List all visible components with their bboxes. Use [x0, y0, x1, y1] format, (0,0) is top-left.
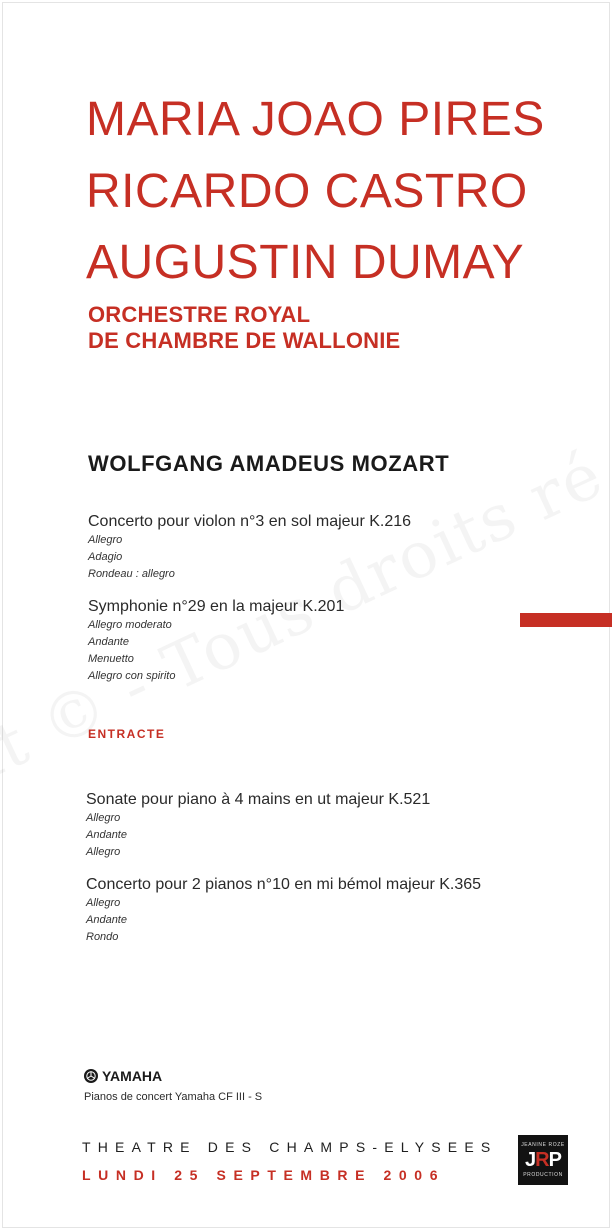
intermission-label: ENTRACTE	[88, 727, 166, 741]
yamaha-tuning-forks-icon	[84, 1069, 98, 1083]
movement: Andante	[86, 914, 127, 926]
artist-name: RICARDO CASTRO	[86, 165, 528, 218]
orchestra-line-2: DE CHAMBRE DE WALLONIE	[88, 328, 401, 353]
movement: Allegro	[86, 846, 121, 858]
jrp-letter-r: R	[535, 1149, 549, 1171]
concert-date: LUNDI 25 SEPTEMBRE 2006	[82, 1167, 446, 1183]
venue-name: THEATRE DES CHAMPS-ELYSEES	[82, 1139, 498, 1155]
jrp-monogram	[525, 1150, 561, 1170]
program-work	[86, 790, 430, 861]
program-work	[88, 512, 411, 583]
jrp-letter-j: J	[525, 1149, 536, 1171]
yamaha-logo	[84, 1068, 162, 1084]
work-title: Concerto pour 2 pianos n°10 en mi bémol majeur K.365	[86, 876, 482, 893]
composer-name: WOLFGANG AMADEUS MOZART	[88, 451, 450, 476]
program-work	[86, 875, 481, 946]
movement: Allegro	[86, 897, 121, 909]
artist-name: MARIA JOAO PIRES	[86, 93, 545, 146]
jrp-letter-p: P	[548, 1149, 561, 1171]
yamaha-brand-text: YAMAHA	[102, 1068, 163, 1084]
movement: Andante	[88, 636, 129, 648]
orchestra-line-1: ORCHESTRE ROYAL	[88, 302, 311, 327]
producer-name: JEANINE ROZE	[521, 1142, 565, 1148]
movement: Allegro con spirito	[88, 670, 176, 682]
movement: Allegro moderato	[88, 619, 172, 631]
movement: Andante	[86, 829, 127, 841]
movement: Allegro	[86, 812, 121, 824]
producer-subtitle: PRODUCTION	[523, 1172, 563, 1178]
red-accent-bar	[520, 613, 612, 627]
movement: Allegro	[88, 534, 123, 546]
work-title: Symphonie n°29 en la majeur K.201	[88, 598, 345, 615]
program-work	[88, 597, 344, 685]
work-title: Sonate pour piano à 4 mains en ut majeur K.521	[86, 791, 431, 808]
movement: Adagio	[88, 551, 123, 563]
movement: Menuetto	[88, 653, 134, 665]
movement: Rondeau : allegro	[88, 568, 175, 580]
jeanine-roze-production-logo	[518, 1135, 568, 1185]
movement: Rondo	[86, 931, 119, 943]
orchestra-name	[88, 302, 400, 354]
work-title: Concerto pour violon n°3 en sol majeur K.216	[88, 513, 412, 530]
piano-sponsor-note: Pianos de concert Yamaha CF III - S	[84, 1091, 263, 1103]
artist-name: AUGUSTIN DUMAY	[86, 236, 525, 289]
